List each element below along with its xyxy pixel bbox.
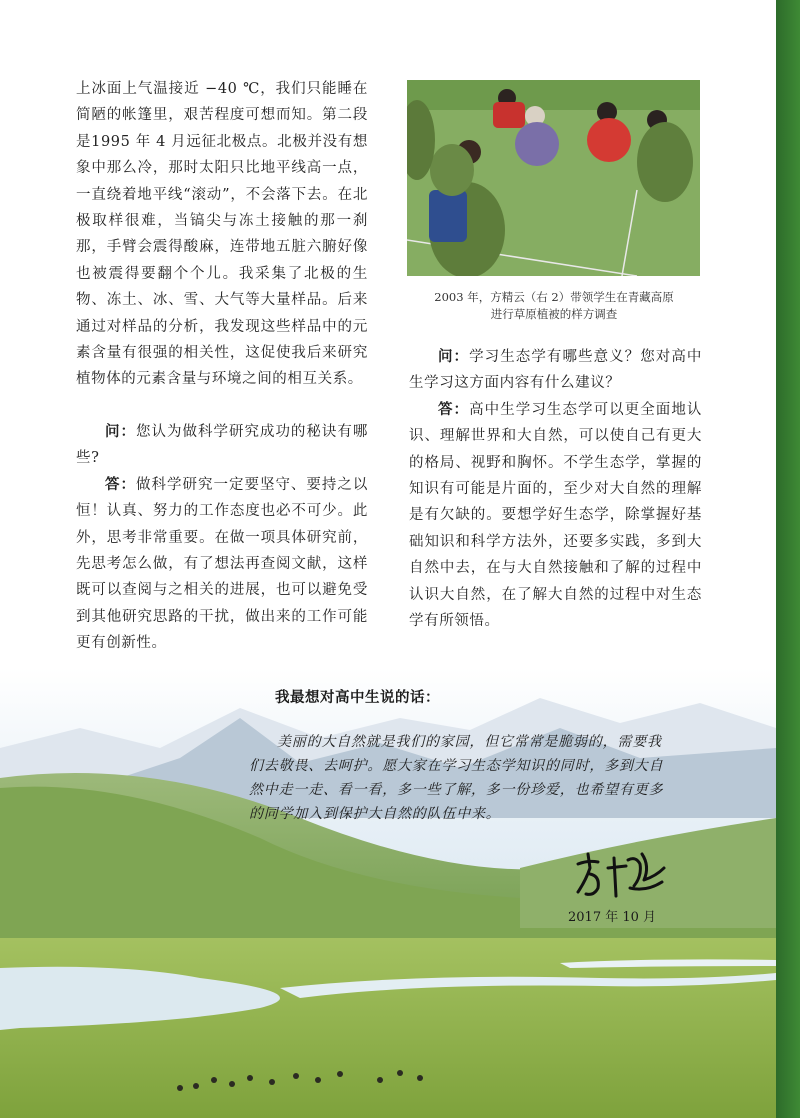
answer-label: 答： [105,475,136,493]
answer-secret-of-success [76,472,368,657]
photo-caption-line-2: 进行草原植被的样方调查 [490,307,618,321]
handwritten-signature [570,846,670,902]
photo-caption-line-1: 2003 年，方精云（右 2）带领学生在青藏高原 [434,290,674,304]
right-column [409,344,702,634]
question-ecology-meaning [409,344,702,397]
question-secret-of-success [76,419,368,472]
message-date: 2017 年 10 月 [568,910,657,925]
side-color-bar [776,0,800,1118]
signature-icon [570,846,670,902]
answer-label: 答： [438,400,470,418]
interview-continuation-text: 上冰面上气温接近 −40 ℃，我们只能睡在简陋的帐篷里，艰苦程度可想而知。第二段是1995 年 4 月远征北极点。北极并没有想象中那么冷，那时太阳只比地平线高一点，一直绕着地平线“滚动”，不会落下去。在北极取样很难，当镐尖与冻土接触的那一刹那，手臂会震得酸麻，连带地五脏六腑好像也被震得要翻个个儿。我采集了北极的生物、冻土、冰、雪、大气等大量样品。后来通过对样品的分析，我发现这些样品中的元素含量有很强的相关性，这促使我后来研究植物体的元素含量与环境之间的相互关系。 [76,81,368,388]
message-text: 美丽的大自然就是我们的家园，但它常常是脆弱的，需要我们去敬畏、去呵护。愿大家在学习生态学知识的同时，多到大自然中走一走、看一看，多一些了解，多一份珍爱，也希望有更多的同学加入到保护大自然的队伍中来。 [249,734,664,822]
message-to-students [249,730,669,826]
question-text: 学习生态学有哪些意义？您对高中生学习这方面内容有什么建议？ [409,349,703,392]
question-text: 您认为做科学研究成功的秘诀有哪些? [76,423,369,467]
answer-ecology-meaning [409,397,702,635]
message-title: 我最想对高中生说的话： [275,689,440,706]
question-label: 问： [438,348,470,365]
question-label: 问： [105,422,136,440]
photo-caption [405,289,703,323]
field-survey-photo-illustration [407,80,700,276]
answer-text: 高中生学习生态学可以更全面地认识、理解世界和大自然，可以使自己有更大的格局、视野和胸怀。不学生态学，掌握的知识有可能是片面的，至少对大自然的理解是有欠缺的。要想学好生态学，除掌握好基础知识和科学方法外，还要多实践，多到大自然中去，在与大自然接触和了解的过程中认识大自然，在了解大自然的过程中对生态学有所领悟。 [409,401,703,630]
field-survey-photo [407,80,700,276]
left-column [76,76,368,657]
answer-text: 做科学研究一定要坚守、要持之以恒！认真、努力的工作态度也必不可少。此外，思考非常重要。在做一项具体研究前，先思考怎么做，有了想法再查阅文献，这样既可以查阅与之相关的进展，也可以避免受到其他研究思路的干扰，做出来的工作可能更有创新性。 [76,476,369,652]
